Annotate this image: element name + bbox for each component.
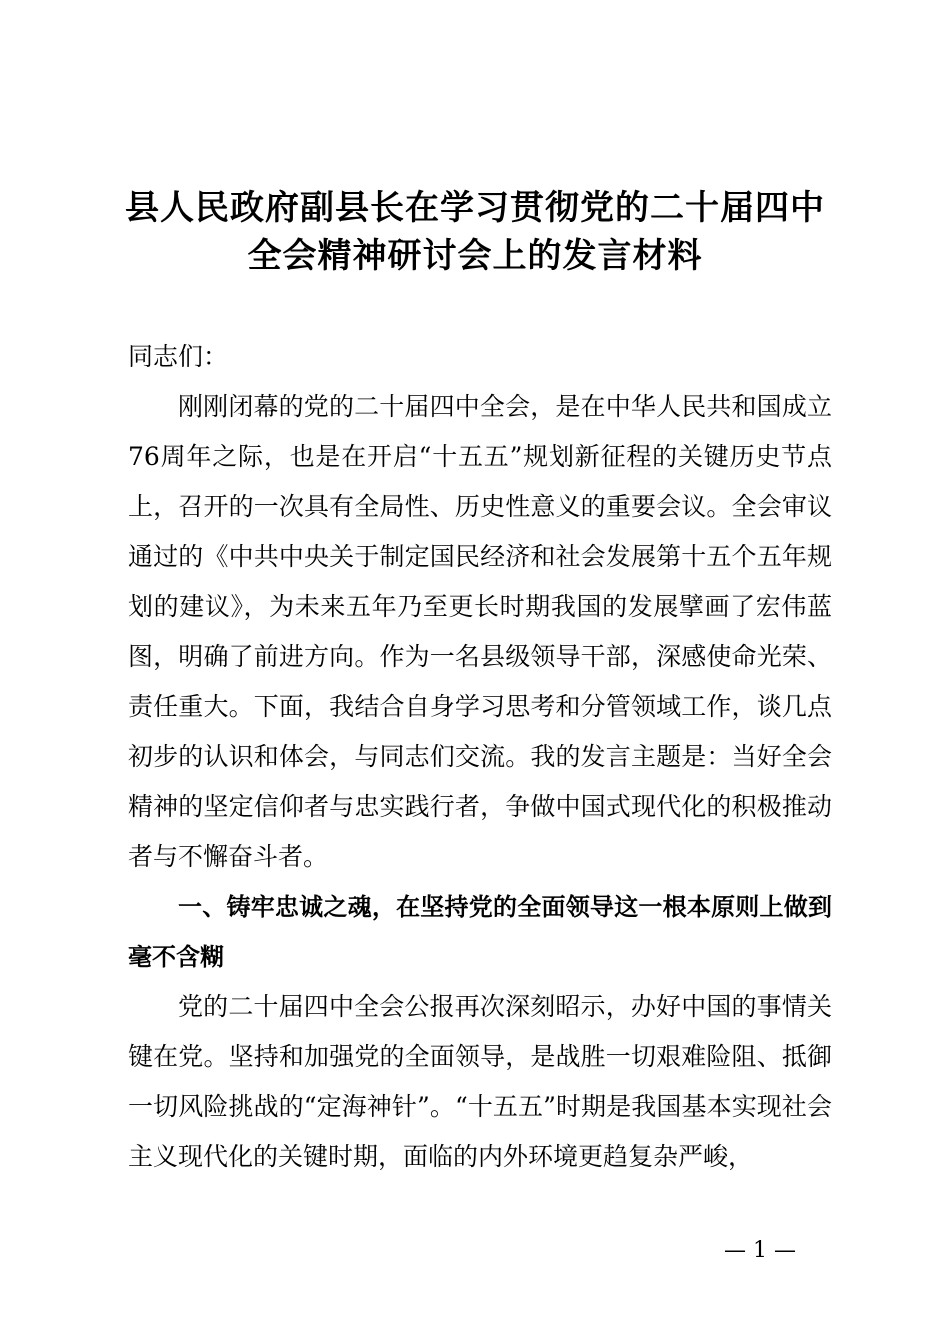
paragraph-section-1: 党的二十届四中全会公报再次深刻昭示，办好中国的事情关键在党。坚持和加强党的全面领导，是战胜一切艰难险阻、抵御一切风险挑战的“定海神针”。“十五五”时期是我国基本实现社会主义现代化的关键时期，面临的内外环境更趋复杂严峻，	[128, 992, 832, 1171]
document-title-line-2: 全会精神研讨会上的发言材料	[247, 236, 703, 276]
page-number: — 1 —	[724, 1238, 796, 1263]
document-body	[128, 332, 832, 1182]
salutation: 同志们：	[128, 342, 229, 371]
document-title-line-1: 县人民政府副县长在学习贯彻党的二十届四中	[125, 188, 825, 228]
section-heading-1: 一、铸牢忠诚之魂，在坚持党的全面领导这一根本原则上做到毫不含糊	[128, 893, 832, 971]
paragraph-intro: 刚刚闭幕的党的二十届四中全会，是在中华人民共和国成立76周年之际，也是在开启“十五五”规划新征程的关键历史节点上，召开的一次具有全局性、历史性意义的重要会议。全会审议通过的《中共中央关于制定国民经济和社会发展第十五个五年规划的建议》，为未来五年乃至更长时期我国的发展擘画了宏伟蓝图，明确了前进方向。作为一名县级领导干部，深感使命光荣、责任重大。下面，我结合自身学习思考和分管领域工作，谈几点初步的认识和体会，与同志们交流。我的发言主题是：当好全会精神的坚定信仰者与忠实践行者，争做中国式现代化的积极推动者与不懈奋斗者。	[128, 392, 832, 871]
